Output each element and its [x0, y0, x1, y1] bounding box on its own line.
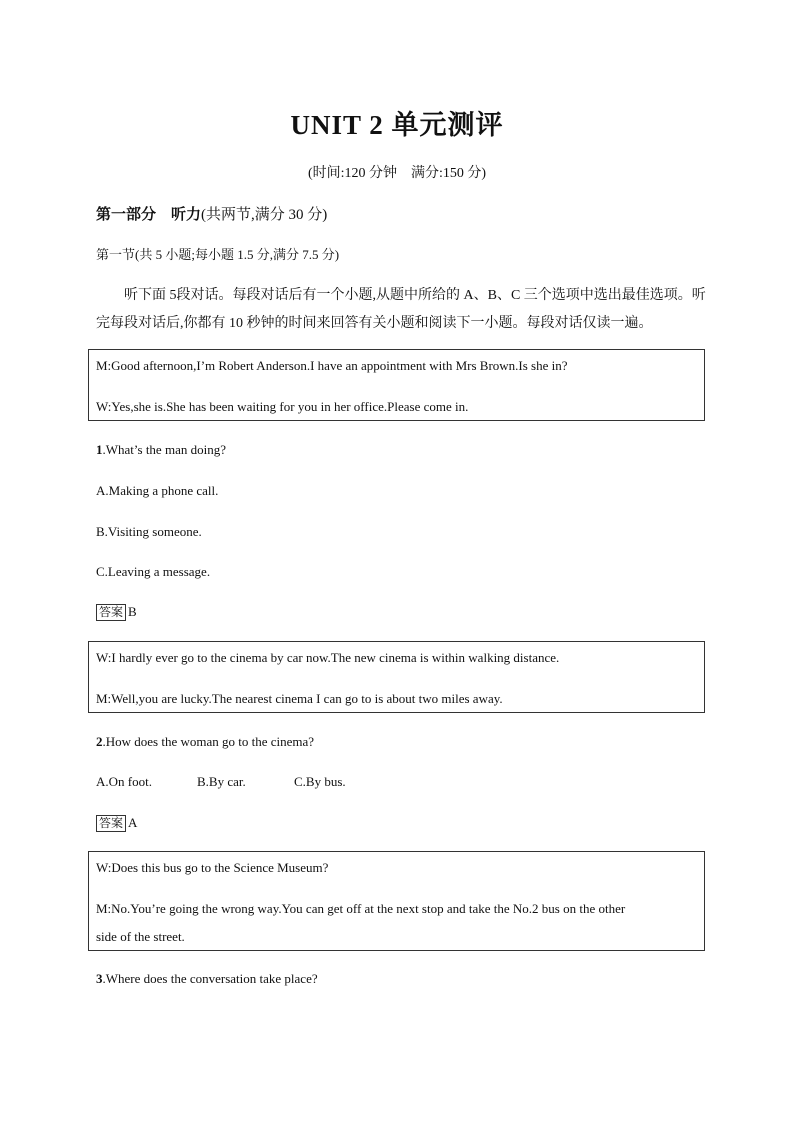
answer-tag: 答案 — [96, 815, 126, 832]
answer-value: A — [128, 815, 138, 830]
question-number: 3 — [96, 971, 103, 986]
question-3 — [96, 971, 318, 987]
question-1 — [96, 442, 226, 458]
dialogue-box-3 — [88, 851, 705, 951]
part-name: 第一部分 听力 — [96, 207, 202, 223]
dialogue-line: M:Well,you are lucky.The nearest cinema I can go to is about two miles away. — [96, 691, 503, 706]
dialogue-line: M:Good afternoon,I’m Robert Anderson.I have an appointment with Mrs Brown.Is she in? — [96, 358, 568, 373]
section-heading: 第一节(共 5 小题;每小题 1.5 分,满分 7.5 分) — [96, 247, 340, 262]
answer-tag: 答案 — [96, 604, 126, 621]
question-2 — [96, 734, 314, 750]
dialogue-line: side of the street. — [96, 929, 185, 944]
question-text: .Where does the conversation take place? — [102, 971, 318, 986]
part-note: (共两节,满分 30 分) — [201, 207, 328, 223]
option-a: A.On foot. — [96, 774, 152, 789]
dialogue-line: W:Does this bus go to the Science Museum? — [96, 860, 329, 875]
answer-1 — [96, 604, 137, 621]
question-text: .What’s the man doing? — [102, 442, 226, 457]
dialogue-line: W:Yes,she is.She has been waiting for you in her office.Please come in. — [96, 399, 469, 414]
option-c: C.Leaving a message. — [96, 564, 211, 579]
dialogue-box-1 — [88, 349, 705, 421]
option-b: B.By car. — [197, 774, 246, 789]
dialogue-line: W:I hardly ever go to the cinema by car now.The new cinema is within walking distance. — [96, 650, 560, 665]
question-number: 2 — [96, 734, 103, 749]
question-number: 1 — [96, 442, 103, 457]
part-heading — [96, 203, 327, 224]
option-c: C.By bus. — [294, 774, 346, 789]
exam-info: (时间:120 分钟 满分:150 分) — [307, 166, 487, 181]
instructions: 听下面 5段对话。每段对话后有一个小题,从题中所给的 A、B、C 三个选项中选出最佳选项。听完每段对话后,你都有 10 秒钟的时间来回答有关小题和阅读下一小题。每段对话仅读一遍。 — [96, 288, 706, 331]
answer-2 — [96, 815, 137, 832]
option-a: A.Making a phone call. — [96, 483, 219, 498]
question-text: .How does the woman go to the cinema? — [102, 734, 315, 749]
dialogue-line: M:No.You’re going the wrong way.You can get off at the next stop and take the No.2 bus on the other — [96, 901, 626, 916]
answer-value: B — [128, 604, 137, 619]
dialogue-box-2 — [88, 641, 705, 713]
option-b: B.Visiting someone. — [96, 524, 202, 539]
page-title: UNIT 2 单元测评 — [290, 110, 504, 140]
